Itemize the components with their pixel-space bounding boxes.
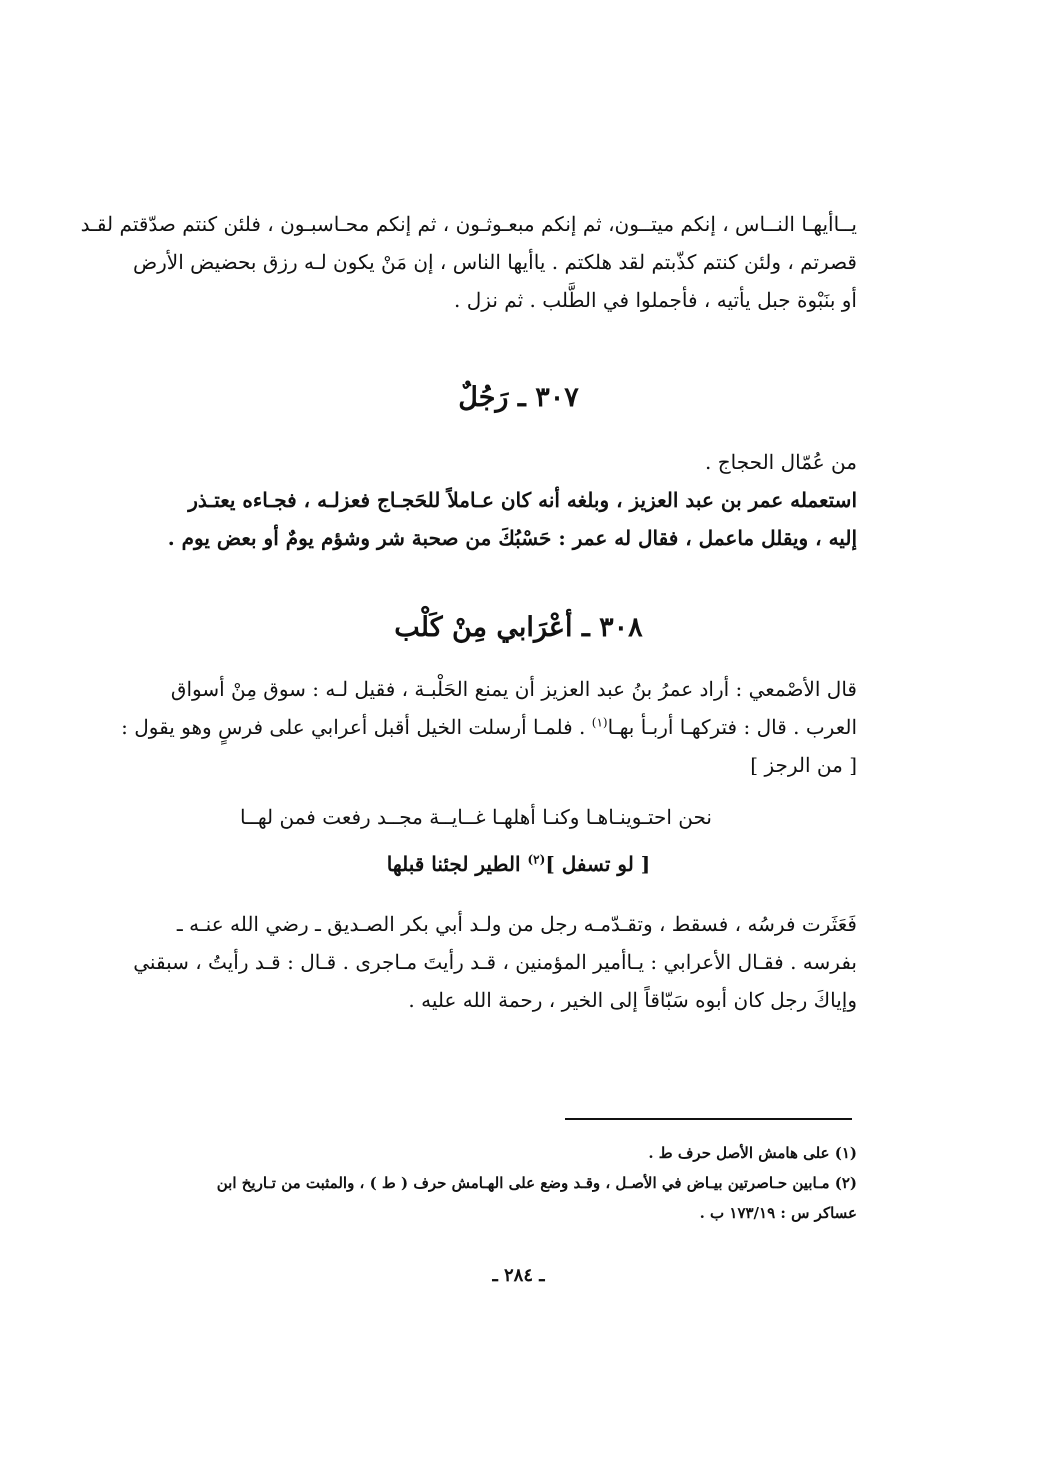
section-307-bold-line-1: استعمله عمر بن عبد العزيز ، وبلغه أنه كان عـاملاً للحَجـاج فعزلـه ، فجـاءه يعتـذر (188, 488, 857, 512)
section-308-intro (121, 670, 857, 784)
intro-line-3: أو بنَبْوة جبل يأتيه ، فأجملوا في الطَّلب . ثم نزل . (454, 288, 857, 312)
verse-second-line (0, 852, 1037, 876)
closing-line-2: بفرسه . فقـال الأعرابي : يـاأمير المؤمنين ، قـد رأيتَ مـاجرى . قـال : قـد رأيتُ ، سبقني (133, 950, 857, 974)
closing-line-3: وإياكَ رجل كان أبوه سَبّاقاً إلى الخير ، رحمة الله عليه . (408, 988, 857, 1012)
section-307-origin: من عُمّال الحجاج . (705, 450, 857, 474)
footnote-ref-2: (٢) (527, 852, 546, 867)
section-308-line-2-end: . فلمـا أرسلت الخيل أقبل أعرابي على فرسٍ وهو يقول : (121, 715, 592, 739)
closing-line-1: فَعَثَرت فرسُه ، فسقط ، وتقـدّمـه رجل من ولـد أبي بكر الصـديق ـ رضي الله عنـه ـ (176, 912, 857, 936)
footnote-divider (565, 1118, 852, 1120)
intro-paragraph (80, 205, 857, 319)
page-number: ـ ٢٨٤ ـ (492, 1265, 545, 1286)
verse-hemistich-right: نحن احتـوينـاهـا وكنـا أهلهـا (491, 805, 712, 829)
section-308-heading: ٣٠٨ ـ أعْرَابي مِنْ كَلْب (394, 612, 643, 643)
section-308-line-2 (121, 708, 857, 746)
section-307-body (169, 443, 857, 557)
intro-line-2: قصرتم ، ولئن كنتم كذّبتم لقد هلكتم . ياأيها الناس ، إن مَنْ يكون لـه رزق بحضيض الأرض (132, 250, 857, 274)
footnote-2-line-2: عساكر س : ١٧٣/١٩ ب . (699, 1204, 857, 1222)
meter-label: [ من الرجز ] (750, 753, 857, 777)
footnote-2-line-1: (٢) مـابين حـاصرتين بيـاض في الأصـل ، وقـد وضع على الهـامش حرف ( ط ) ، والمثبت من تـاريخ ابن (216, 1174, 857, 1192)
verse-hemistich-left: غــايــة مجــد رفعت فمن لهــا (240, 805, 486, 829)
footnote-1: (١) على هامش الأصل حرف ط . (648, 1144, 857, 1162)
footnote-ref-1: (١) (591, 715, 608, 730)
section-307-bold-line-2: إليه ، ويقلل ماعمل ، فقال له عمر : حَسْبُكَ من صحبة شر وشؤم يومٌ أو بعض يوم . (167, 526, 857, 550)
section-308-line-2-start: العرب . قال : فتركهـا أربـأ بهـا (607, 715, 857, 739)
section-307-heading: ٣٠٧ ـ رَجُلٌ (458, 382, 579, 413)
footnotes (169, 1138, 857, 1228)
section-308-line-1: قال الأصْمعي : أراد عمرُ بنُ عبد العزيز أن يمنع الحَلْبـة ، فقيل لـه : سوق مِنْ أسواق (170, 677, 857, 701)
section-308-closing (133, 905, 857, 1019)
verse-second-line-bracket: [ لو تسفل ] (545, 852, 651, 876)
intro-line-1: يــاأيهـا النــاس ، إنكم ميتــون، ثم إنكم مبعـوثـون ، ثم إنكم محـاسبـون ، فلئن كنتم صدّقتم لقـد (80, 212, 857, 236)
verse-second-line-text: الطير لجئنا قبلها (386, 852, 528, 876)
